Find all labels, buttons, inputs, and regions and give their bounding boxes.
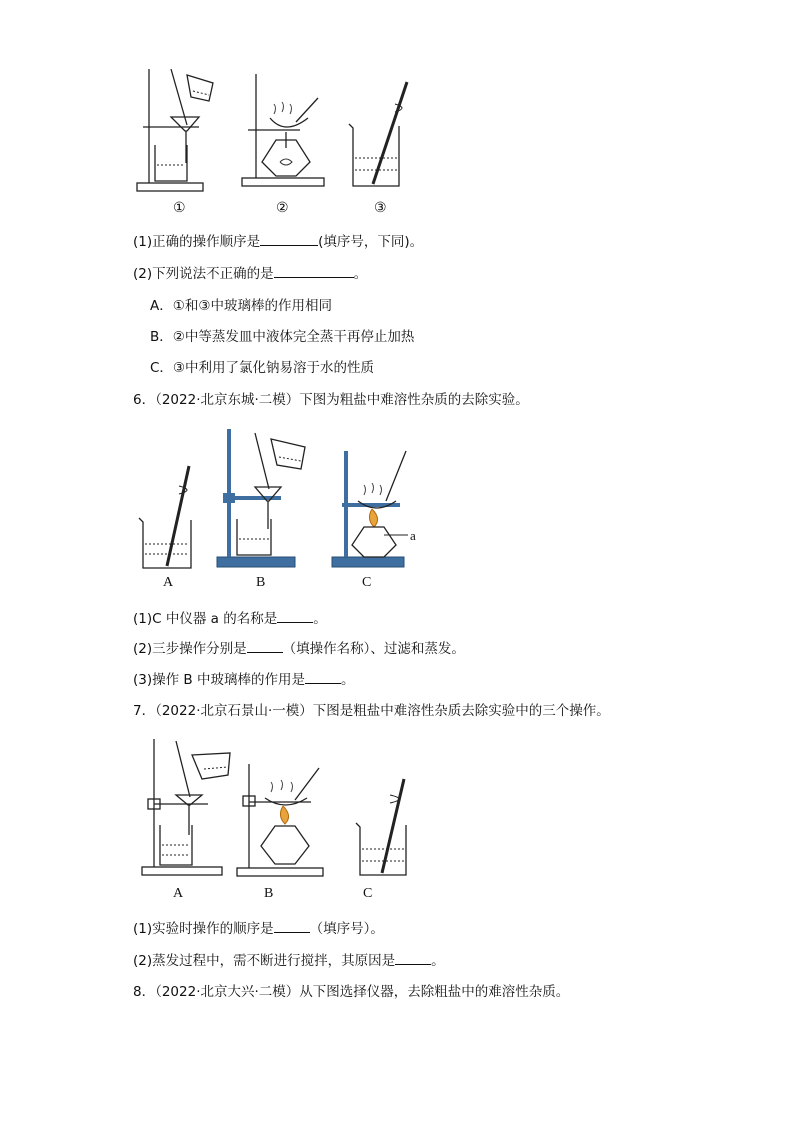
figure-label-b: B [264, 886, 274, 901]
q5-option-c[interactable]: C．③中利用了氯化钠易溶于水的性质 [150, 360, 375, 376]
figure-label-2: ② [276, 201, 289, 216]
q7-part-2: (2)蒸发过程中，需不断进行搅拌，其原因是 。 [133, 953, 445, 969]
figure-6b-filtration [215, 425, 310, 570]
figure-label-1: ① [173, 201, 186, 216]
answer-blank[interactable] [277, 610, 313, 623]
answer-blank[interactable] [274, 920, 310, 933]
q6-part-3: (3)操作 B 中玻璃棒的作用是 。 [133, 672, 355, 688]
q6-part-2: (2)三步操作分别是 （填操作名称）、过滤和蒸发。 [133, 641, 465, 657]
figure-label-a: A [173, 886, 184, 901]
answer-blank[interactable] [395, 952, 431, 965]
q7-stem: 7．（2022·北京石景山·一模）下图是粗盐中难溶性杂质去除实验中的三个操作。 [133, 703, 610, 719]
q8-stem: 8．（2022·北京大兴·二模）从下图选择仪器，去除粗盐中的难溶性杂质。 [133, 984, 570, 1000]
q5-option-a[interactable]: A．①和③中玻璃棒的作用相同 [150, 298, 332, 314]
figure-6a-dissolving [135, 460, 205, 570]
q7-part-1: (1)实验时操作的顺序是 （填序号）。 [133, 921, 384, 937]
figure-label-c: C [362, 575, 372, 590]
q5-part-1: (1)正确的操作顺序是 (填序号，下同)。 [133, 234, 424, 250]
figure-label-3: ③ [374, 201, 387, 216]
figure-1-dissolving-beaker [345, 78, 415, 190]
q5-part-2: (2)下列说法不正确的是 。 [133, 266, 368, 282]
answer-blank[interactable] [260, 233, 318, 246]
figure-7a-filtration [140, 735, 235, 880]
figure-7b-evaporation [235, 760, 330, 880]
figure-7c-dissolving [352, 775, 422, 880]
figure-1-evaporation-apparatus [240, 70, 330, 195]
figure-label-b: B [256, 575, 266, 590]
instrument-a-label: a [410, 528, 416, 543]
q6-part-1: (1)C 中仪器 a 的名称是 。 [133, 611, 327, 627]
q5-option-b[interactable]: B．②中等蒸发皿中液体完全蒸干再停止加热 [150, 329, 415, 345]
figure-1-filtration-apparatus [135, 65, 215, 195]
figure-label-a: A [163, 575, 174, 590]
q6-stem: 6．（2022·北京东城·二模）下图为粗盐中难溶性杂质的去除实验。 [133, 392, 529, 408]
answer-blank[interactable] [305, 671, 341, 684]
figure-label-c: C [363, 886, 373, 901]
answer-blank[interactable] [247, 640, 283, 653]
answer-blank[interactable] [274, 265, 354, 278]
figure-6c-evaporation [330, 445, 415, 570]
